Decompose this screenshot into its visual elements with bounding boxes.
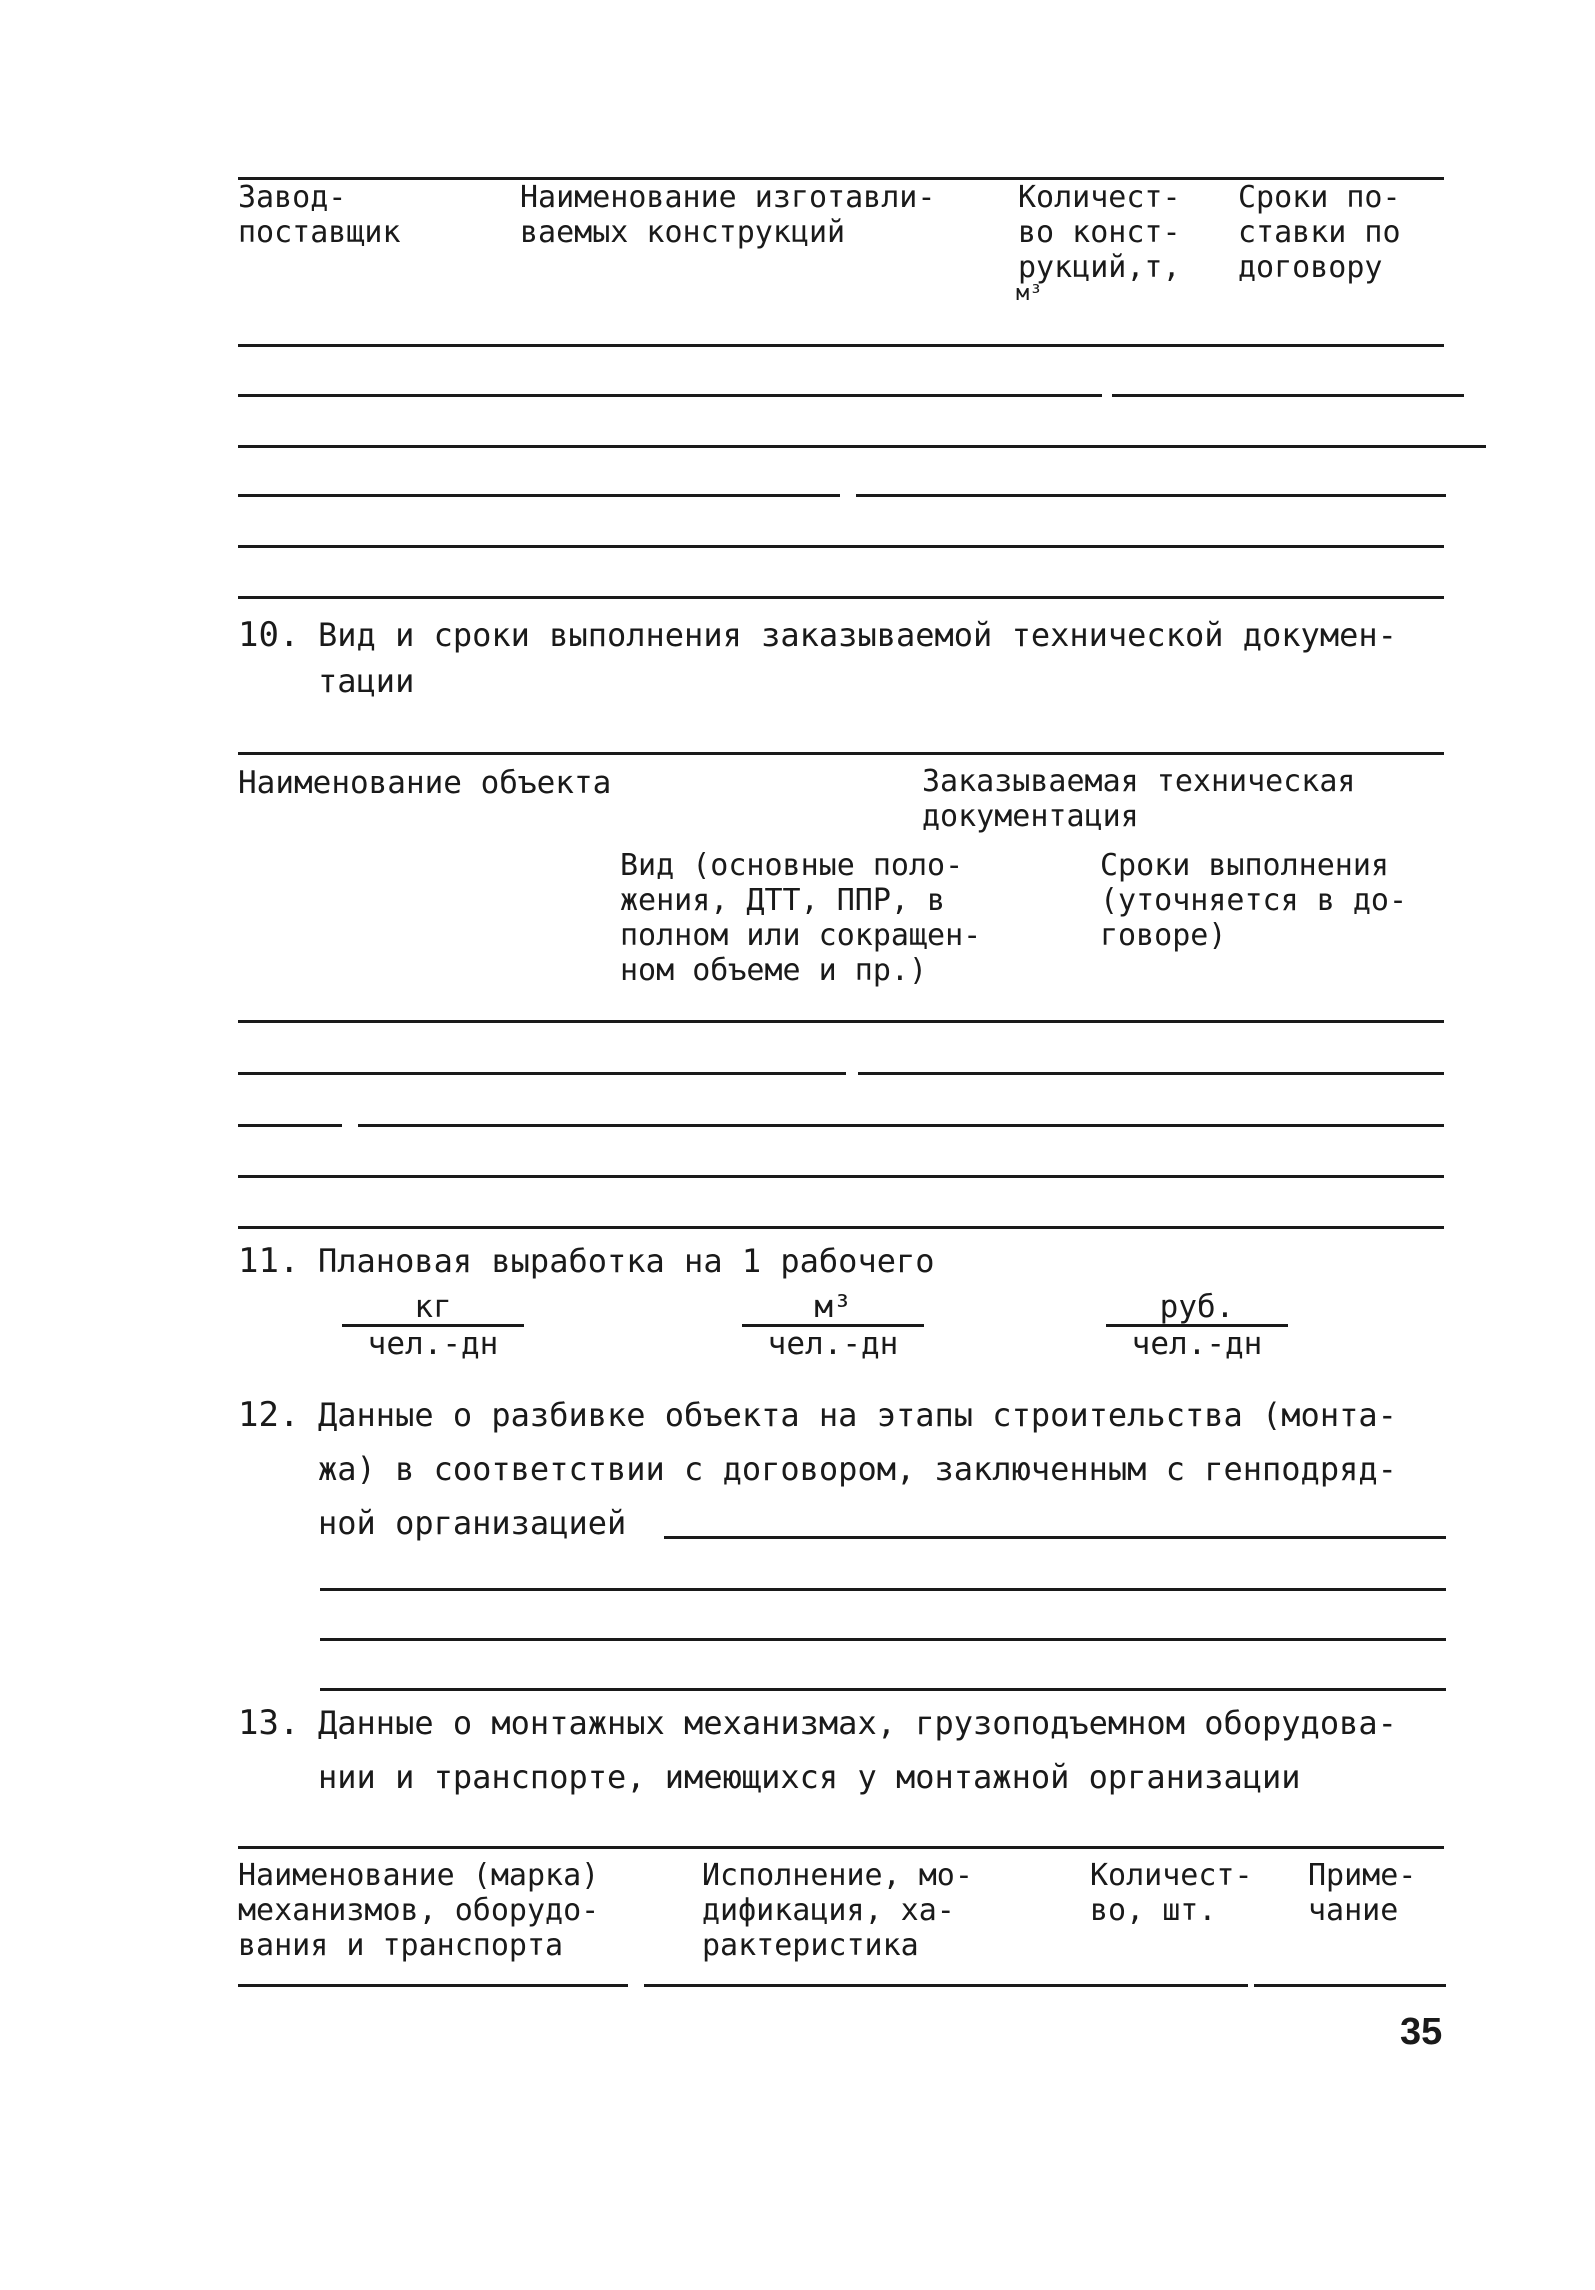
section10-header-kind: Вид (основные поло- жения, ДТТ, ППР, в полном или сокращен- ном объеме и пр.) <box>620 848 982 988</box>
section13-header-rule <box>644 1984 1248 1987</box>
section10-header-terms: Сроки выполнения (уточняется в до- говоре) <box>1100 848 1408 953</box>
table9-header-unit-m3: м³ <box>1016 281 1043 306</box>
section13-header-name: Наименование (марка) механизмов, оборудо- вания и транспорта <box>238 1858 600 1963</box>
section13-table-top-rule <box>238 1846 1444 1849</box>
table9-row-rule <box>238 394 1102 397</box>
section10-row-rule <box>238 1072 846 1075</box>
section13-header-execution: Исполнение, мо- дификация, ха- рактеристика <box>702 1858 973 1963</box>
section12-line2: жа) в соответствии с договором, заключенным с генподряд- <box>318 1450 1397 1488</box>
section12-fill-rule <box>664 1536 1446 1539</box>
section10-table-top-rule <box>238 752 1444 755</box>
table9-row-rule <box>238 344 1444 347</box>
section10-row-rule <box>238 1020 1444 1023</box>
unit-denominator: чел.-дн <box>742 1324 924 1361</box>
table9-header-terms: Сроки по- ставки по договору <box>1238 180 1401 285</box>
table9-row-rule <box>1112 394 1464 397</box>
section11-number: 11. <box>238 1241 300 1281</box>
section11-unit-kg <box>342 1290 524 1361</box>
unit-denominator: чел.-дн <box>342 1324 524 1361</box>
section13-header-note: Приме- чание <box>1308 1858 1417 1928</box>
section13-line2: нии и транспорте, имеющихся у монтажной организации <box>318 1758 1301 1796</box>
section10-number: 10. <box>238 615 300 655</box>
section12-fill-rule <box>320 1638 1446 1641</box>
section13-number: 13. <box>238 1703 300 1743</box>
section12-fill-rule <box>320 1688 1446 1691</box>
section12-number: 12. <box>238 1395 300 1435</box>
section10-header-object: Наименование объекта <box>238 765 612 801</box>
unit-numerator: кг <box>414 1289 452 1325</box>
section12-fill-rule <box>320 1588 1446 1591</box>
section13-header-rule <box>238 1984 628 1987</box>
unit-denominator: чел.-дн <box>1106 1324 1288 1361</box>
section10-title-line2: тации <box>318 662 415 700</box>
table9-row-rule <box>238 494 840 497</box>
section10-row-rule <box>358 1124 1444 1127</box>
section11-unit-rub <box>1106 1290 1288 1361</box>
section10-bottom-rule <box>238 1226 1444 1229</box>
unit-numerator: м³ <box>814 1289 852 1325</box>
section12-line1: Данные о разбивке объекта на этапы строительства (монта- <box>318 1396 1397 1434</box>
section13-header-quantity: Количест- во, шт. <box>1090 1858 1253 1928</box>
section11-unit-m3 <box>742 1290 924 1361</box>
section10-title-line1: Вид и сроки выполнения заказываемой технической докумен- <box>318 616 1397 654</box>
table9-bottom-rule <box>238 596 1444 599</box>
table9-header-structures: Наименование изготавли- ваемых конструкций <box>520 180 936 250</box>
page-number: 35 <box>1400 2011 1443 2053</box>
unit-numerator: руб. <box>1159 1289 1235 1325</box>
section10-row-rule <box>238 1124 342 1127</box>
table9-row-rule <box>238 545 1444 548</box>
table9-header-quantity: Количест- во конст- рукций,т, <box>1018 180 1181 285</box>
section12-line3: ной организацией <box>318 1504 627 1542</box>
table9-header-plant: Завод- поставщик <box>238 180 401 250</box>
section10-row-rule <box>238 1175 1444 1178</box>
table9-row-rule <box>856 494 1446 497</box>
section10-header-documentation: Заказываемая техническая документация <box>922 764 1356 834</box>
section13-line1: Данные о монтажных механизмах, грузоподъемном оборудова- <box>318 1704 1397 1742</box>
section11-title: Плановая выработка на 1 рабочего <box>318 1242 935 1280</box>
section10-row-rule <box>858 1072 1444 1075</box>
section13-header-rule <box>1254 1984 1446 1987</box>
table9-row-rule <box>238 445 1486 448</box>
